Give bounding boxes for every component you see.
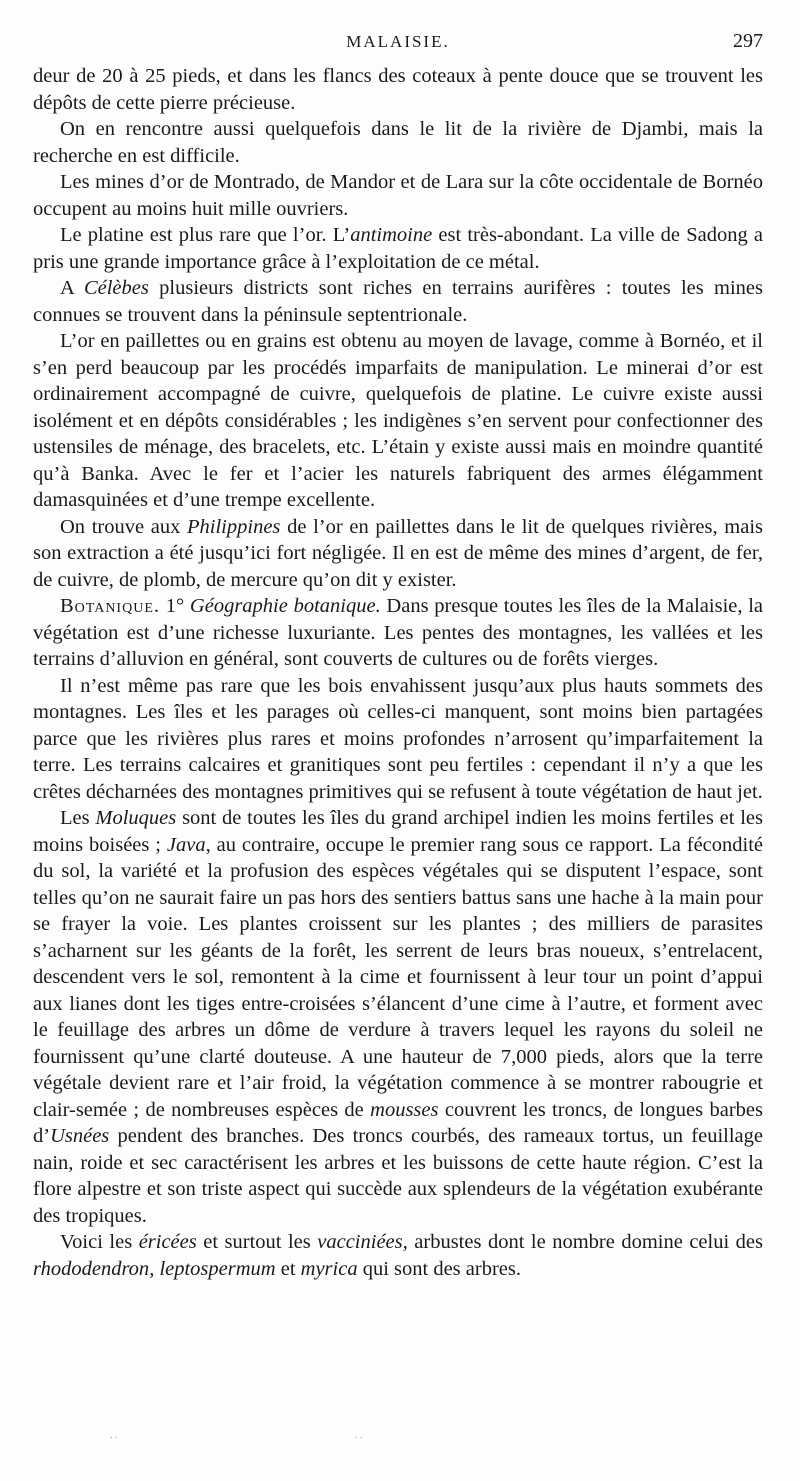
text-run: On trouve aux [60, 515, 188, 538]
text-run: couvrent les troncs, de longues barbes d’ [33, 1098, 763, 1147]
paragraph [33, 805, 763, 1229]
text-run: , au contraire, occupe le premier rang sous ce rapport. La fécondité du sol, la variété et la profusion des espèces végétales qui se disputent l’espace, sont telles qu’on ne saurait faire un pas hors des sentiers battus sans une hache à la main pour se frayer la voie. Les plantes croissent sur les plantes ; des milliers de parasites s’acharnent sur les géants de la forêt, les serrent de leurs bras noueux, s’entrelacent, descendent vers le sol, remontent à la cime et fournissent à leur tour un point d’appui aux lianes dont les tiges entre-croisées s’élancent d’une cime à l’autre, et forment avec le feuillage des arbres un dôme de verdure à travers lequel les rayons du soleil ne fournissent qu’une clarté douteuse. A une hauteur de 7,000 pieds, alors que la terre végétale devient rare et l’air froid, la végétation commence à se montrer rabougrie et clair-semée ; de nombreuses espèces de [33, 833, 764, 1121]
italic-term: Géographie botanique. [189, 595, 381, 617]
text-run: sont de toutes les îles du grand archipel indien les moins fertiles et les moins boisées ; [33, 807, 763, 856]
paragraph [33, 514, 763, 594]
text-run: et [275, 1257, 301, 1280]
italic-term: Célèbes [83, 277, 149, 299]
text-run: On en rencontre aussi quelquefois dans le lit de la rivière de Djambi, mais la recherche en est difficile. [33, 118, 763, 167]
text-run: , [149, 1257, 160, 1280]
text-run: Voici les [60, 1231, 139, 1253]
page-number: 297 [733, 30, 763, 52]
paragraph [33, 169, 763, 222]
running-title: MALAISIE. [346, 32, 450, 51]
text-run: et surtout les [196, 1231, 318, 1253]
text-run: L’or en paillettes ou en grains est obtenu au moyen de lavage, comme à Bornéo, et il s’en perd beaucoup par les procédés imparfaits de manipulation. Le minerai d’or est ordinairement accompagné de cuivre, quelquefois de platine. Le cuivre existe aussi isolément et en dépôts considérables ; les indigènes s’en servent pour confectionner des ustensiles de ménage, des bracelets, etc. L’étain y existe aussi mais en moindre quantité qu’à Banka. Avec le fer et l’acier les naturels fabriquent des armes élégamment damasquinées et d’une trempe excellente. [33, 330, 763, 511]
italic-term: leptospermum [159, 1257, 276, 1280]
text-run: est très-abondant. La ville de Sadong a pris une grande importance grâce à l’exploitation de ce métal. [33, 224, 763, 273]
page-header [33, 30, 763, 54]
paragraph [33, 116, 763, 169]
italic-term: antimoine [350, 224, 433, 246]
section-label: Botanique. [60, 595, 160, 617]
text-run: Les mines d’or de Montrado, de Mandor et de Lara sur la côte occidentale de Bornéo occupent au moins huit mille ouvriers. [33, 171, 763, 220]
paragraph [33, 593, 763, 673]
text-run: Dans presque toutes les îles de la Malaisie, la végétation est d’une richesse luxuriante. Les pentes des montagnes, les vallées et les terrains d’alluvion en général, sont couverts de cultures ou de forêts vierges. [33, 595, 764, 670]
paragraph [33, 328, 763, 514]
italic-term: rhododendron [33, 1257, 150, 1280]
text-run: Les [60, 807, 96, 829]
italic-term: vacciniées, [317, 1231, 408, 1253]
italic-term: Moluques [95, 807, 177, 829]
text-run: qui sont des arbres. [357, 1257, 521, 1280]
paragraph [33, 673, 763, 806]
text-run: A [60, 277, 84, 299]
text-run: pendent des branches. Des troncs courbés, des rameaux tortus, un feuillage nain, roide et sec caractérisent les arbres et les buissons de cette haute région. C’est la flore alpestre et son triste aspect qui succède aux splendeurs de la végétation exubérante des tropiques. [33, 1125, 763, 1227]
text-run: Il n’est même pas rare que les bois envahissent jusqu’aux plus hauts sommets des montagnes. Les îles et les parages où celles-ci manquent, sont moins bien partagées parce que les rivières plus rares et moins profondes n’arrosent qu’imparfaitement la terre. Les terrains calcaires et granitiques sont peu fertiles : cependant il n’y a que les crêtes décharnées des montagnes primitives qui se refusent à toute végétation de haut jet. [33, 674, 763, 803]
italic-term: Philippines [187, 515, 281, 538]
text-run: plusieurs districts sont riches en terrains aurifères : toutes les mines connues se trouvent dans la péninsule septentrionale. [33, 277, 763, 326]
italic-term: Java [166, 833, 206, 856]
italic-term: mousses [370, 1098, 439, 1121]
paragraph [33, 222, 763, 275]
italic-term: éricées [138, 1231, 197, 1253]
text-run: de l’or en paillettes dans le lit de quelques rivières, mais son extraction a été jusqu’ici fort négligée. Il en est de même des mines d’argent, de fer, de cuivre, de plomb, de mercure qu’on dit y exister. [33, 515, 763, 591]
footer-specks: . . . . [110, 1430, 363, 1441]
text-run: Le platine est plus rare que l’or. L’ [60, 224, 351, 246]
text-run: 1° [160, 595, 190, 617]
text-run: arbustes dont le nombre domine celui des [407, 1231, 763, 1253]
body-text [33, 63, 763, 1282]
italic-term: Usnées [50, 1125, 110, 1147]
paragraph [33, 63, 763, 116]
paragraph [33, 1229, 763, 1282]
text-run: deur de 20 à 25 pieds, et dans les flancs des coteaux à pente douce que se trouvent les dépôts de cette pierre précieuse. [33, 65, 763, 114]
paragraph [33, 275, 763, 328]
italic-term: myrica [300, 1257, 358, 1280]
